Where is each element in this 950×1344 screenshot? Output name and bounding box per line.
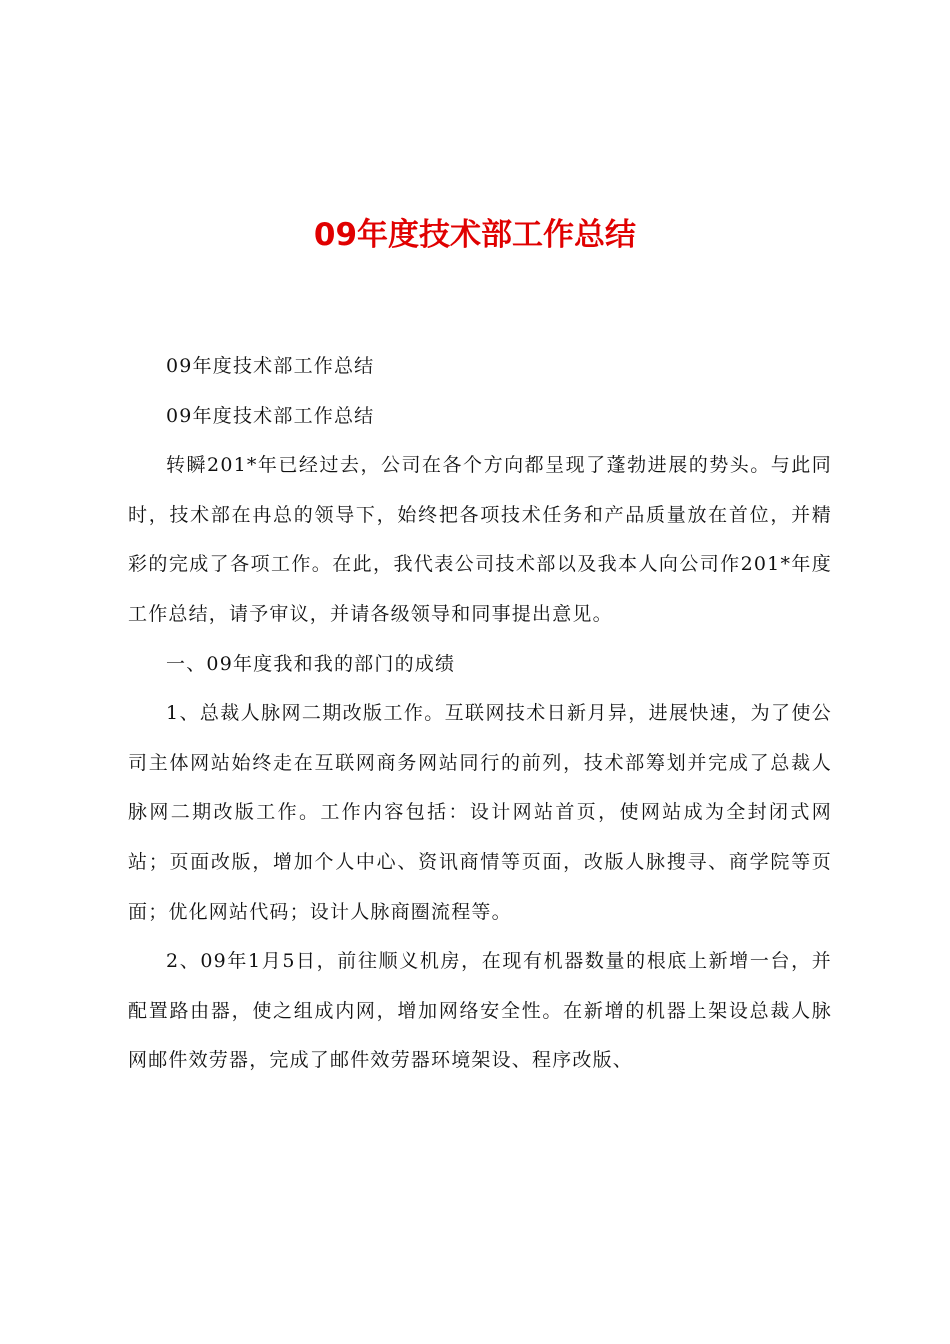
paragraph: 转瞬201*年已经过去，公司在各个方向都呈现了蓬勃进展的势头。与此同时，技术部在冉总的领导下，始终把各项技术任务和产品质量放在首位，并精彩的完成了各项工作。在此，我代表公司技术部以及我本人向公司作201*年度工作总结，请予审议，并请各级领导和同事提出意见。 bbox=[128, 454, 832, 625]
document-body bbox=[128, 342, 832, 1086]
document-title: 09年度技术部工作总结 bbox=[313, 217, 637, 253]
paragraph: 2、09年1月5日，前往顺义机房，在现有机器数量的根底上新增一台，并配置路由器，使之组成内网，增加网络安全性。在新增的机器上架设总裁人脉网邮件效劳器，完成了邮件效劳器环境架设、程序改版、 bbox=[128, 950, 832, 1072]
section-heading: 一、09年度我和我的部门的成绩 bbox=[166, 652, 456, 675]
paragraph: 1、总裁人脉网二期改版工作。互联网技术日新月异，进展快速，为了使公司主体网站始终走在互联网商务网站同行的前列，技术部筹划并完成了总裁人脉网二期改版工作。工作内容包括：设计网站首页，使网站成为全封闭式网站；页面改版，增加个人中心、资讯商情等页面，改版人脉搜寻、商学院等页面；优化网站代码；设计人脉商圈流程等。 bbox=[128, 702, 832, 923]
paragraph: 09年度技术部工作总结 bbox=[166, 404, 375, 427]
paragraph: 09年度技术部工作总结 bbox=[166, 355, 375, 377]
